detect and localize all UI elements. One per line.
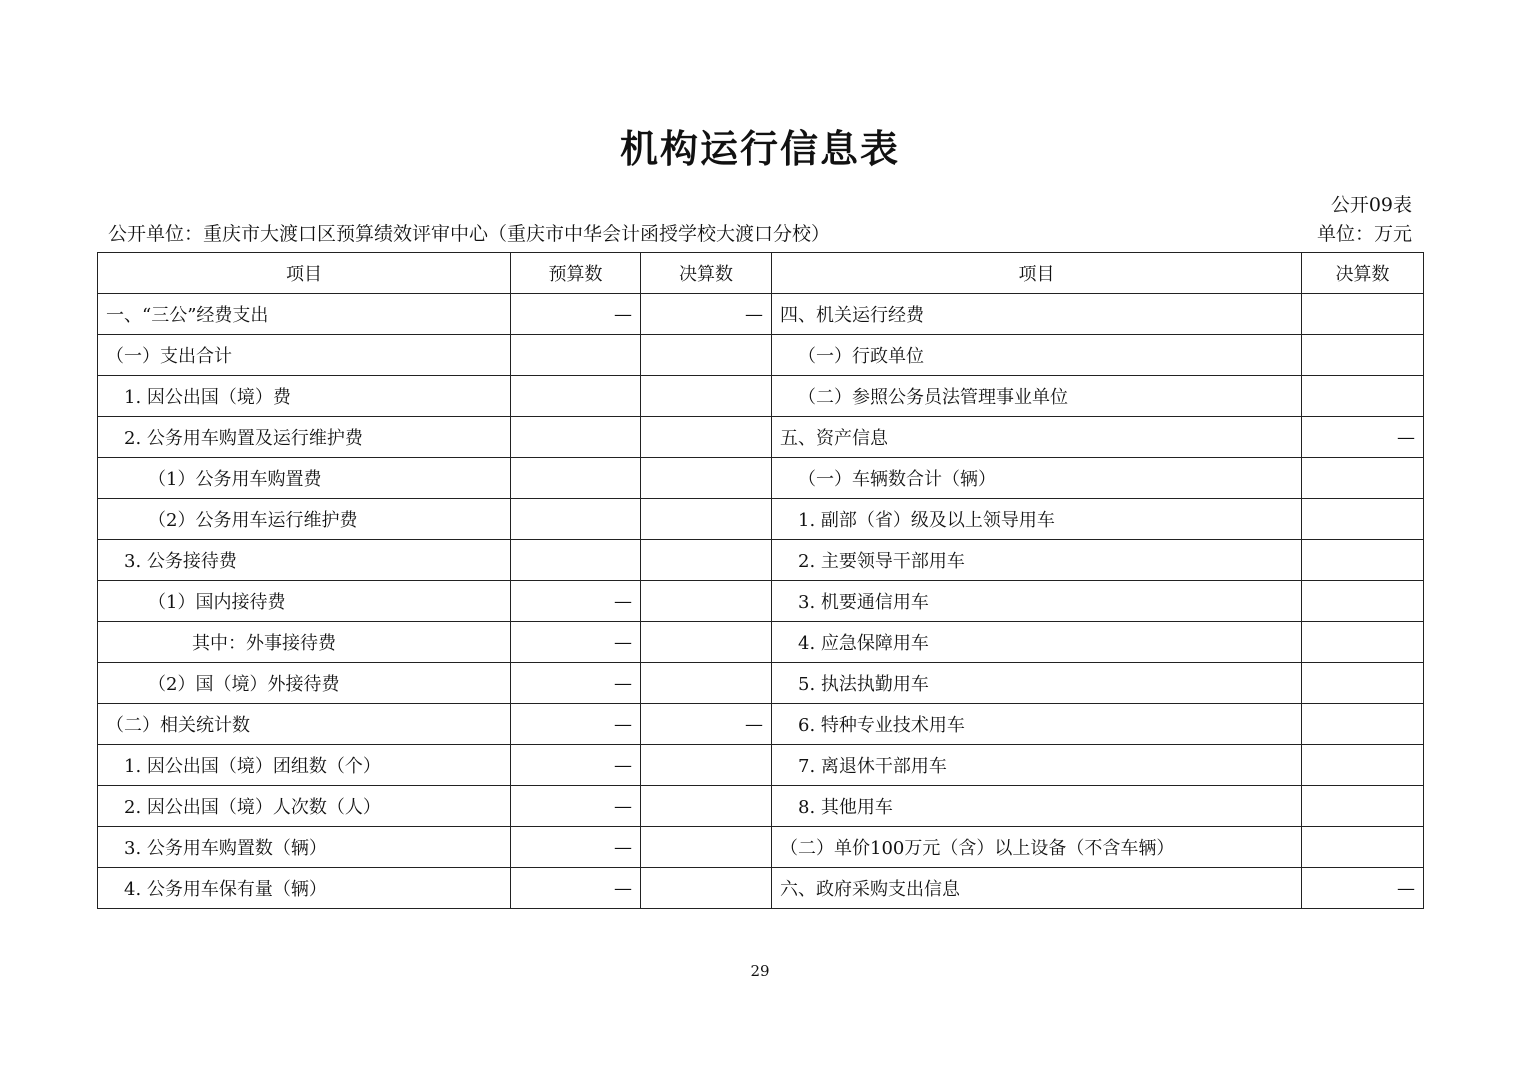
header-budget: 预算数 — [511, 253, 641, 294]
right-final-value — [1302, 704, 1424, 745]
right-final-value — [1302, 540, 1424, 581]
budget-value — [511, 458, 641, 499]
table-row — [98, 294, 1424, 335]
left-item: 4. 公务用车保有量（辆） — [98, 868, 511, 909]
table-row — [98, 376, 1424, 417]
left-item: （2）国（境）外接待费 — [98, 663, 511, 704]
right-final-value — [1302, 622, 1424, 663]
right-item: 1. 副部（省）级及以上领导用车 — [772, 499, 1302, 540]
right-item: 3. 机要通信用车 — [772, 581, 1302, 622]
left-item: 2. 因公出国（境）人次数（人） — [98, 786, 511, 827]
right-final-value: — — [1302, 868, 1424, 909]
table-row — [98, 868, 1424, 909]
budget-value: — — [511, 581, 641, 622]
table-row — [98, 745, 1424, 786]
final-value — [641, 786, 772, 827]
left-item: 一、“三公”经费支出 — [98, 294, 511, 335]
right-final-value — [1302, 663, 1424, 704]
right-final-value — [1302, 786, 1424, 827]
right-item: 6. 特种专业技术用车 — [772, 704, 1302, 745]
left-item: （1）国内接待费 — [98, 581, 511, 622]
table-row — [98, 417, 1424, 458]
table-row — [98, 581, 1424, 622]
right-item: 8. 其他用车 — [772, 786, 1302, 827]
left-item: 2. 公务用车购置及运行维护费 — [98, 417, 511, 458]
left-item: （1）公务用车购置费 — [98, 458, 511, 499]
final-value: — — [641, 294, 772, 335]
page-title: 机构运行信息表 — [619, 127, 900, 171]
right-final-value — [1302, 294, 1424, 335]
page-number: 29 — [750, 962, 770, 980]
table-row — [98, 540, 1424, 581]
budget-value — [511, 499, 641, 540]
budget-value: — — [511, 704, 641, 745]
right-final-value — [1302, 499, 1424, 540]
final-value — [641, 540, 772, 581]
header-row — [98, 253, 1424, 294]
left-item: （一）支出合计 — [98, 335, 511, 376]
table-row — [98, 499, 1424, 540]
final-value — [641, 458, 772, 499]
final-value — [641, 335, 772, 376]
final-value — [641, 868, 772, 909]
right-final-value — [1302, 376, 1424, 417]
table-row — [98, 786, 1424, 827]
final-value — [641, 581, 772, 622]
left-item: 3. 公务用车购置数（辆） — [98, 827, 511, 868]
table-row — [98, 663, 1424, 704]
left-item: 3. 公务接待费 — [98, 540, 511, 581]
final-value — [641, 417, 772, 458]
budget-value — [511, 417, 641, 458]
right-item: 四、机关运行经费 — [772, 294, 1302, 335]
right-final-value — [1302, 827, 1424, 868]
left-item: 1. 因公出国（境）费 — [98, 376, 511, 417]
unit-of-measure: 单位：万元 — [1316, 223, 1412, 245]
left-item: 1. 因公出国（境）团组数（个） — [98, 745, 511, 786]
right-final-value — [1302, 458, 1424, 499]
right-item: 六、政府采购支出信息 — [772, 868, 1302, 909]
budget-value: — — [511, 294, 641, 335]
institution-info-table — [97, 252, 1424, 909]
left-item: （2）公务用车运行维护费 — [98, 499, 511, 540]
right-item: 7. 离退休干部用车 — [772, 745, 1302, 786]
budget-value — [511, 335, 641, 376]
final-value — [641, 827, 772, 868]
budget-value: — — [511, 745, 641, 786]
right-item: 五、资产信息 — [772, 417, 1302, 458]
header-right-item: 项目 — [772, 253, 1302, 294]
table-row — [98, 622, 1424, 663]
final-value — [641, 622, 772, 663]
budget-value — [511, 540, 641, 581]
final-value — [641, 663, 772, 704]
right-final-value — [1302, 745, 1424, 786]
final-value — [641, 499, 772, 540]
right-final-value — [1302, 581, 1424, 622]
table-row — [98, 704, 1424, 745]
final-value — [641, 376, 772, 417]
left-item: 其中：外事接待费 — [98, 622, 511, 663]
budget-value: — — [511, 786, 641, 827]
right-item: 5. 执法执勤用车 — [772, 663, 1302, 704]
right-final-value: — — [1302, 417, 1424, 458]
final-value: — — [641, 704, 772, 745]
budget-value: — — [511, 622, 641, 663]
header-left-item: 项目 — [98, 253, 511, 294]
table-row — [98, 458, 1424, 499]
table-number: 公开09表 — [1330, 194, 1412, 216]
right-final-value — [1302, 335, 1424, 376]
budget-value — [511, 376, 641, 417]
header-final-left: 决算数 — [641, 253, 772, 294]
right-item: （二）单价100万元（含）以上设备（不含车辆） — [772, 827, 1302, 868]
budget-value: — — [511, 868, 641, 909]
table-row — [98, 827, 1424, 868]
header-final-right: 决算数 — [1302, 253, 1424, 294]
right-item: （一）车辆数合计（辆） — [772, 458, 1302, 499]
budget-value: — — [511, 827, 641, 868]
right-item: （二）参照公务员法管理事业单位 — [772, 376, 1302, 417]
right-item: （一）行政单位 — [772, 335, 1302, 376]
right-item: 2. 主要领导干部用车 — [772, 540, 1302, 581]
reporting-unit: 公开单位：重庆市大渡口区预算绩效评审中心（重庆市中华会计函授学校大渡口分校） — [108, 223, 831, 245]
right-item: 4. 应急保障用车 — [772, 622, 1302, 663]
budget-value: — — [511, 663, 641, 704]
left-item: （二）相关统计数 — [98, 704, 511, 745]
final-value — [641, 745, 772, 786]
table-row — [98, 335, 1424, 376]
